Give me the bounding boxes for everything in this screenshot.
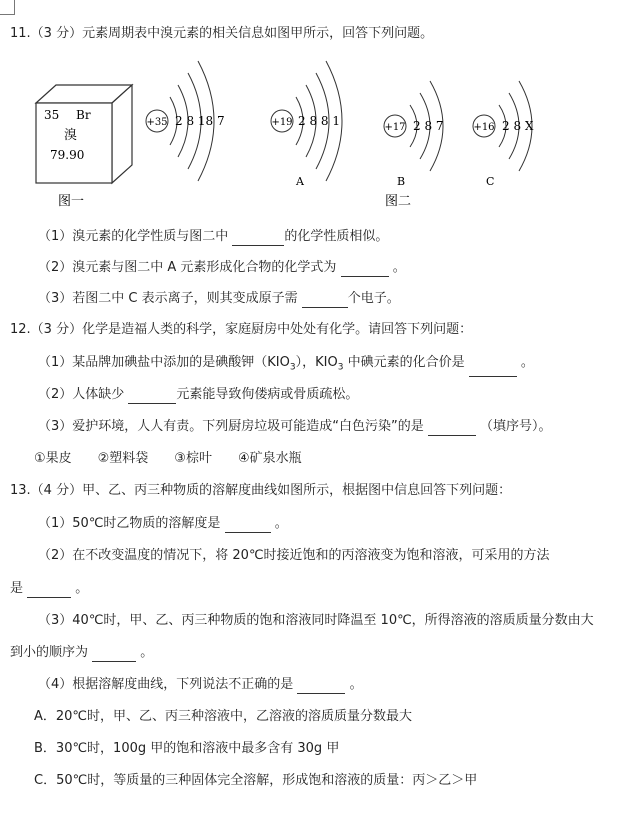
answer-blank[interactable] bbox=[297, 679, 345, 694]
q11-sub1: （1）溴元素的化学性质与图二中 的化学性质相似。 bbox=[38, 229, 389, 244]
q11-figures bbox=[0, 55, 640, 215]
answer-blank[interactable] bbox=[302, 293, 348, 308]
q13-stem: 13.（4 分）甲、乙、丙三种物质的溶解度曲线如图所示，根据图中信息回答下列问题： bbox=[10, 483, 512, 498]
nucleus-c: +16 bbox=[473, 122, 495, 133]
q13-sub2-line2: 是 。 bbox=[10, 581, 89, 596]
q13-sub3-line1: （3）40℃时，甲、乙、丙三种物质的饱和溶液同时降温至 10℃，所得溶液的溶质质量分数由大 bbox=[38, 613, 594, 628]
answer-blank[interactable] bbox=[469, 362, 517, 377]
answer-blank[interactable] bbox=[341, 262, 389, 277]
element-mass: 79.90 bbox=[50, 148, 85, 162]
figure2-label: 图二 bbox=[385, 194, 412, 209]
answer-blank[interactable] bbox=[225, 518, 271, 533]
q13-sub1: （1）50℃时乙物质的溶解度是 。 bbox=[38, 516, 288, 531]
atom-diagram-br bbox=[146, 61, 225, 181]
element-symbol: Br bbox=[76, 108, 91, 122]
atom-diagram-b bbox=[384, 81, 444, 188]
q13-sub3-line2: 到小的顺序为 。 bbox=[10, 645, 154, 660]
q13-option-a: A．20℃时，甲、乙、丙三种溶液中，乙溶液的溶质质量分数最大 bbox=[34, 709, 413, 724]
shells-br: 2 8 18 7 bbox=[175, 114, 225, 128]
answer-blank[interactable] bbox=[428, 421, 476, 436]
q12-options: ①果皮 ②塑料袋 ③棕叶 ④矿泉水瓶 bbox=[34, 451, 302, 466]
answer-blank[interactable] bbox=[232, 231, 284, 246]
label-b: B bbox=[397, 175, 406, 188]
atom-diagram-a bbox=[271, 61, 342, 188]
q11-sub2: （2）溴元素与图二中 A 元素形成化合物的化学式为 。 bbox=[38, 260, 406, 275]
q12-sub1: （1）某品牌加碘盐中添加的是碘酸钾$(KIO_3)$，$KIO_3$ 中碘元素的化合价是 。 bbox=[38, 354, 534, 377]
q13-sub2-line1: （2）在不改变温度的情况下，将 20℃时接近饱和的丙溶液变为饱和溶液，可采用的方法 bbox=[38, 548, 550, 563]
q11-stem: 11.（3 分）元素周期表中溴元素的相关信息如图甲所示，回答下列问题。 bbox=[10, 26, 434, 41]
answer-blank[interactable] bbox=[128, 389, 176, 404]
figure1-label: 图一 bbox=[58, 194, 85, 209]
answer-blank[interactable] bbox=[27, 583, 71, 598]
element-number: 35 bbox=[44, 108, 60, 122]
q12-sub2: （2）人体缺少 元素能导致佝偻病或骨质疏松。 bbox=[38, 387, 359, 402]
q13-option-c: C．50℃时，等质量的三种固体完全溶解，形成饱和溶液的质量：丙＞乙＞甲 bbox=[34, 773, 478, 788]
answer-blank[interactable] bbox=[92, 647, 136, 662]
shells-c: 2 8 X bbox=[502, 119, 534, 133]
page-corner-mark bbox=[0, 0, 15, 15]
q13-sub4: （4）根据溶解度曲线，下列说法不正确的是 。 bbox=[38, 677, 363, 692]
label-a: A bbox=[296, 175, 304, 188]
atom-diagram-c bbox=[473, 81, 534, 188]
label-c: C bbox=[486, 175, 495, 188]
nucleus-b: +17 bbox=[384, 122, 406, 133]
q13-option-b: B．30℃时，100g 甲的饱和溶液中最多含有 30g 甲 bbox=[34, 741, 340, 756]
shells-b: 2 8 7 bbox=[413, 119, 444, 133]
element-card bbox=[36, 85, 132, 183]
q12-sub3: （3）爱护环境，人人有责。下列厨房垃圾可能造成“白色污染”的是 （填序号）。 bbox=[38, 419, 552, 434]
shells-a: 2 8 8 1 bbox=[298, 114, 340, 128]
q11-sub3: （3）若图二中 C 表示离子，则其变成原子需 个电子。 bbox=[38, 291, 400, 306]
q12-stem: 12.（3 分）化学是造福人类的科学，家庭厨房中处处有化学。请回答下列问题： bbox=[10, 322, 473, 337]
element-name: 溴 bbox=[64, 128, 78, 143]
nucleus-br: +35 bbox=[146, 117, 168, 128]
nucleus-a: +19 bbox=[271, 117, 293, 128]
